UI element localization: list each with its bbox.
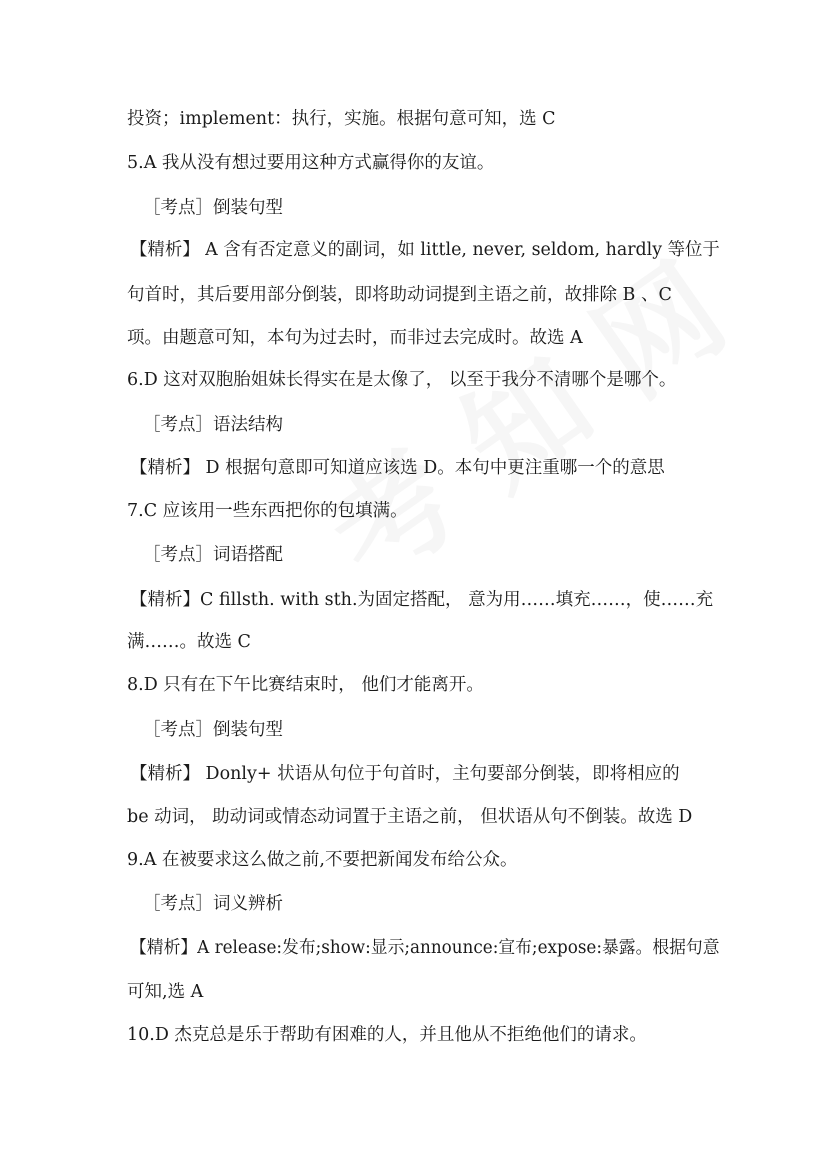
text-line: be 动词， 助动词或情态动词置于主语之前， 但状语从句不倒装。故选 D (127, 807, 693, 827)
jingxi-line: 【精析】 D 根据句意即可知道应该选 D。本句中更注重哪一个的意思 (130, 458, 665, 478)
kaodian-line: ［考点］倒装句型 (143, 198, 283, 218)
question-line: 10.D 杰克总是乐于帮助有困难的人，并且他从不拒绝他们的请求。 (127, 1025, 647, 1045)
question-line: 6.D 这对双胞胎姐妹长得实在是太像了， 以至于我分不清哪个是哪个。 (127, 370, 677, 390)
text-line: 项。由题意可知，本句为过去时，而非过去完成时。故选 A (127, 328, 583, 348)
jingxi-line: 【精析】 Donly+ 状语从句位于句首时，主句要部分倒装，即将相应的 (130, 764, 680, 784)
question-line: 9.A 在被要求这么做之前,不要把新闻发布给公众。 (127, 850, 518, 870)
watermark (291, 218, 753, 613)
jingxi-line: 【精析】A release:发布;show:显示;announce:宣布;expose:暴露。根据句意 (130, 938, 720, 958)
question-line: 8.D 只有在下午比赛结束时， 他们才能离开。 (127, 675, 484, 695)
jingxi-line: 【精析】C fillsth. with sth.为固定搭配， 意为用……填充……，使……充 (130, 590, 714, 610)
question-line: 5.A 我从没有想过要用这种方式赢得你的友谊。 (127, 153, 495, 173)
text-line: 投资；implement：执行，实施。根据句意可知，选 C (127, 109, 556, 129)
text-line: 可知,选 A (127, 982, 204, 1002)
jingxi-line: 【精析】 A 含有否定意义的副词，如 little, never, seldom, hardly 等位于 (130, 240, 720, 260)
kaodian-line: ［考点］语法结构 (143, 415, 283, 435)
question-line: 7.C 应该用一些东西把你的包填满。 (127, 501, 408, 521)
text-line: 句首时，其后要用部分倒装，即将助动词提到主语之前，故排除 B 、C (127, 285, 672, 305)
kaodian-line: ［考点］词义辨析 (143, 894, 283, 914)
kaodian-line: ［考点］词语搭配 (143, 545, 283, 565)
kaodian-line: ［考点］倒装句型 (143, 720, 283, 740)
text-line: 满……。故选 C (127, 632, 251, 652)
